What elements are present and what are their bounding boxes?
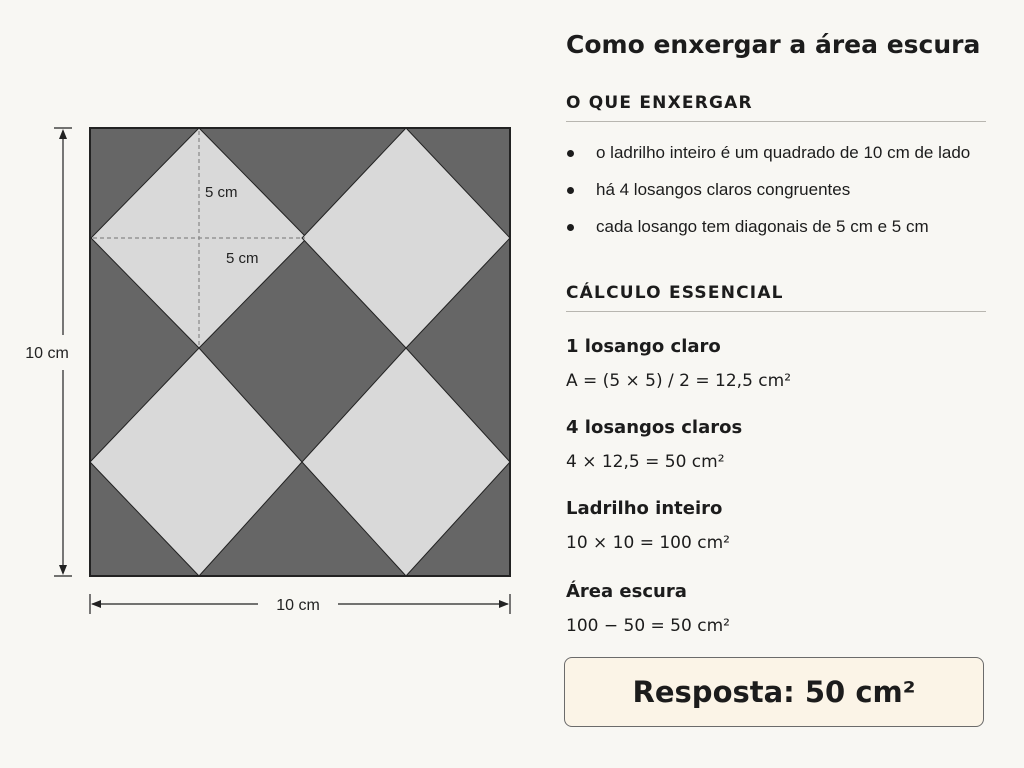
step-whole-tile — [566, 496, 986, 556]
page-title: Como enxergar a área escura — [566, 30, 981, 59]
observation-item: há 4 losangos claros congruentes — [566, 177, 986, 214]
diagonal-horizontal-label: 5 cm — [226, 250, 259, 267]
diagonal-vertical-label: 5 cm — [205, 184, 238, 201]
step-calculation: A = (5 × 5) / 2 = 12,5 cm² — [566, 371, 792, 391]
section-heading-calculation: CÁLCULO ESSENCIAL — [566, 283, 986, 312]
observation-item: cada losango tem diagonais de 5 cm e 5 cm — [566, 214, 986, 251]
observation-list — [566, 140, 986, 251]
step-calculation: 100 − 50 = 50 cm² — [566, 616, 730, 636]
section-heading-observe: O QUE ENXERGAR — [566, 93, 986, 122]
step-calculation: 10 × 10 = 100 cm² — [566, 533, 730, 553]
step-four-rhombi — [566, 415, 986, 475]
observation-item: o ladrilho inteiro é um quadrado de 10 cm de lado — [566, 140, 986, 177]
step-label: Ladrilho inteiro — [566, 498, 723, 519]
width-label: 10 cm — [276, 597, 320, 614]
answer-box: Resposta: 50 cm² — [564, 657, 984, 727]
step-one-rhombus — [566, 334, 986, 394]
step-calculation: 4 × 12,5 = 50 cm² — [566, 452, 725, 472]
step-label: 4 losangos claros — [566, 417, 743, 438]
height-label: 10 cm — [25, 345, 69, 362]
step-label: 1 losango claro — [566, 336, 721, 357]
step-label: Área escura — [566, 581, 687, 602]
step-dark-area — [566, 579, 986, 639]
